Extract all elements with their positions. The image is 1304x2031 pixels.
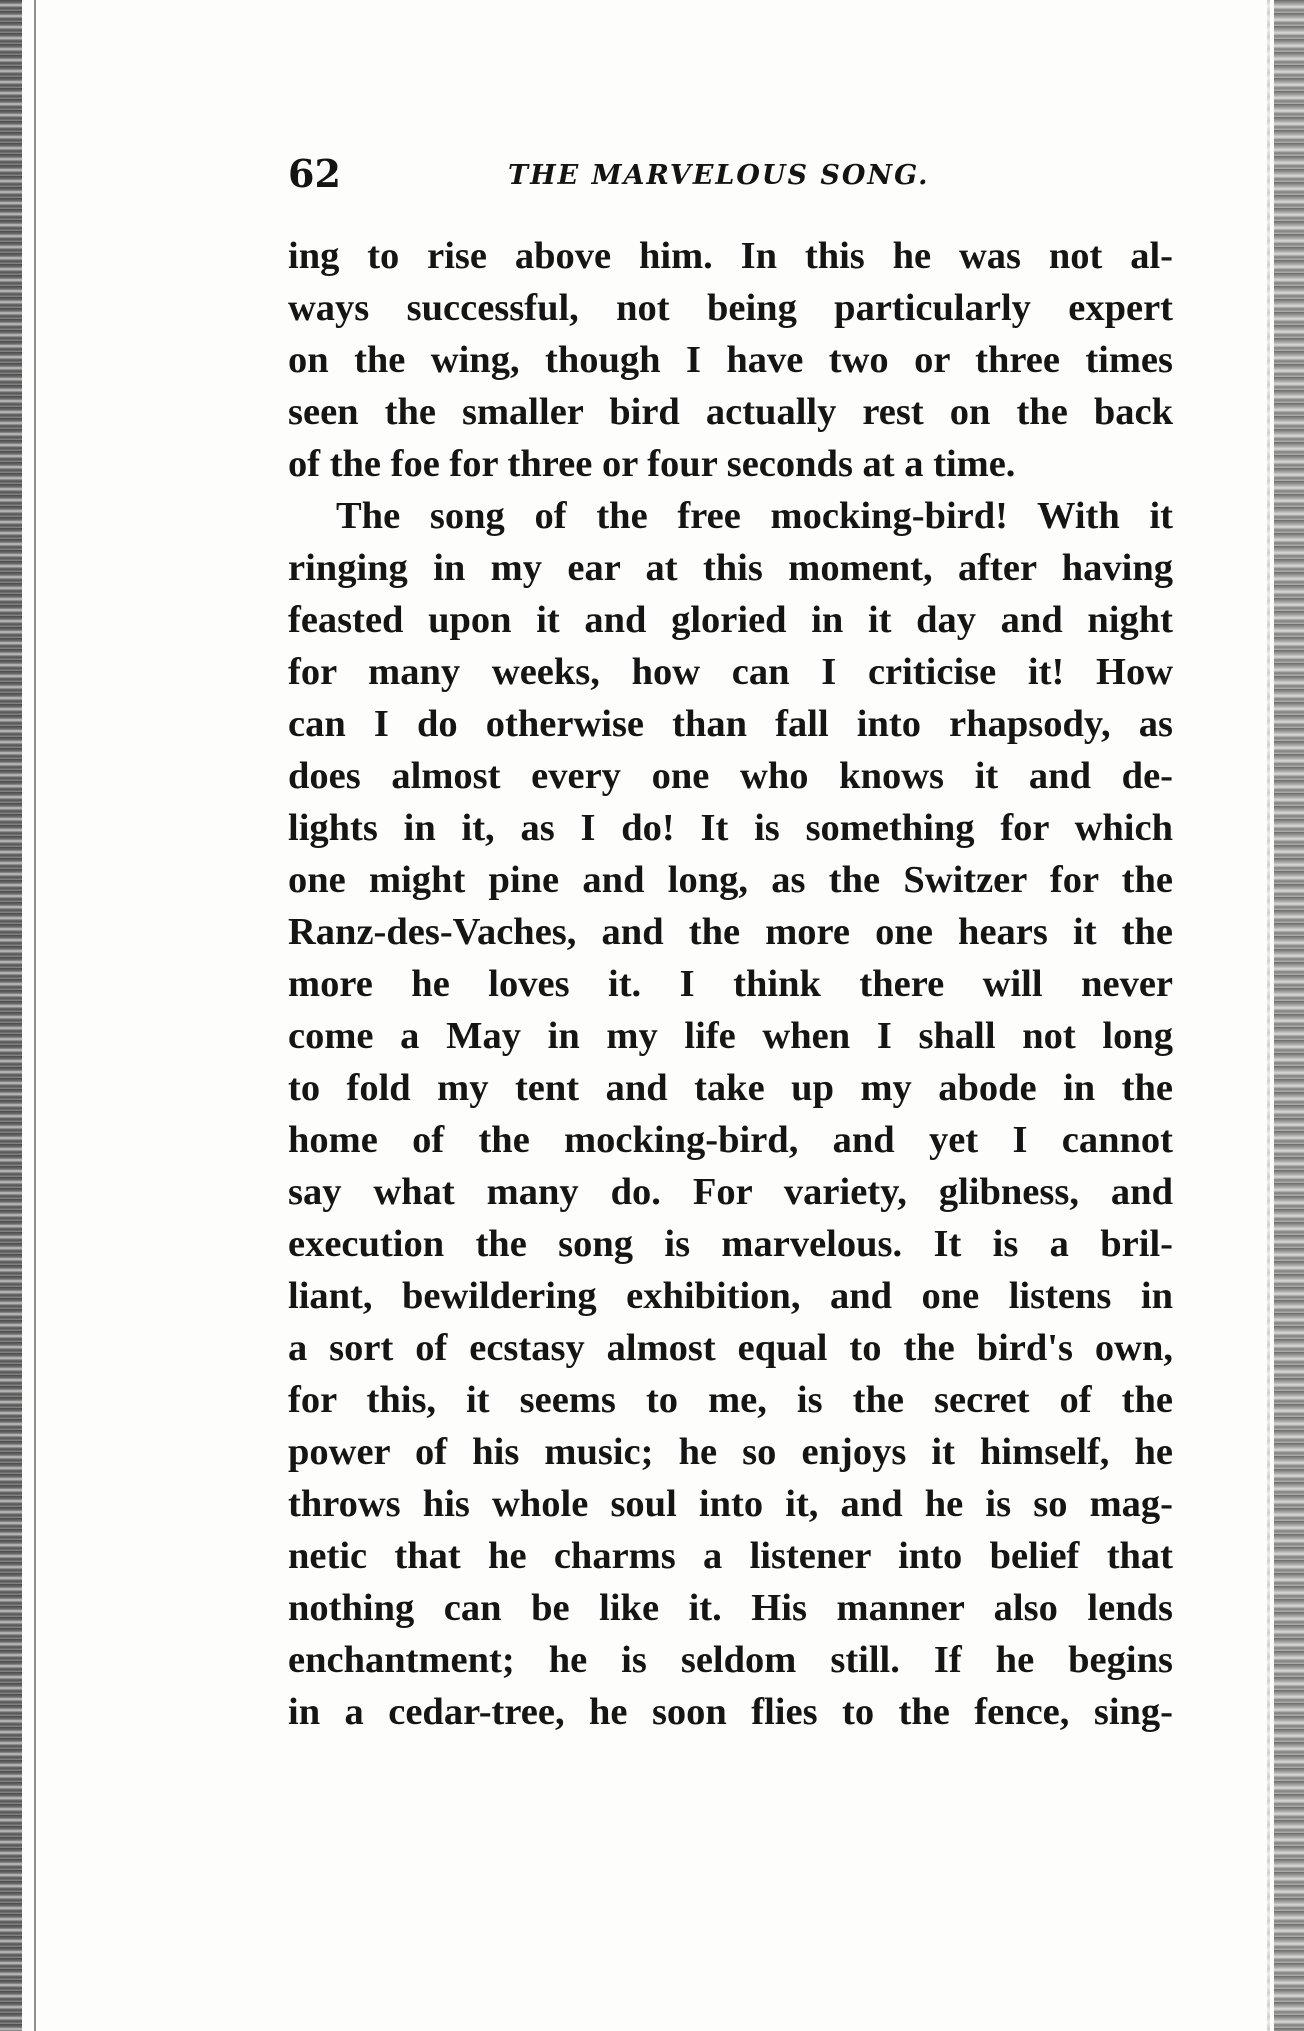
text-line: in a cedar-tree, he soon flies to the fence, sing- xyxy=(288,1691,1173,1733)
text-line: nothing can be like it. His manner also lends xyxy=(288,1587,1173,1629)
text-line: does almost every one who knows it and de- xyxy=(288,755,1173,797)
text-line: can I do otherwise than fall into rhapsody, as xyxy=(288,703,1173,745)
page-edge-left-line xyxy=(34,0,36,2031)
text-line: The song of the free mocking-bird! With it xyxy=(336,495,1173,537)
text-line: for many weeks, how can I criticise it! How xyxy=(288,651,1173,693)
text-line: a sort of ecstasy almost equal to the bird's own, xyxy=(288,1327,1173,1369)
text-line: netic that he charms a listener into belief that xyxy=(288,1535,1173,1577)
text-line: liant, bewildering exhibition, and one listens in xyxy=(288,1275,1173,1317)
text-line: power of his music; he so enjoys it himself, he xyxy=(288,1431,1173,1473)
text-line: more he loves it. I think there will never xyxy=(288,963,1173,1005)
text-line: on the wing, though I have two or three times xyxy=(288,339,1173,381)
text-line: enchantment; he is seldom still. If he begins xyxy=(288,1639,1173,1681)
text-line: ing to rise above him. In this he was not al- xyxy=(288,235,1173,277)
page-number: 62 xyxy=(288,151,341,196)
text-line: ways successful, not being particularly expert xyxy=(288,287,1173,329)
page-edge-left xyxy=(0,0,22,2031)
page-edge-right xyxy=(1274,0,1304,2031)
text-line: of the foe for three or four seconds at a time. xyxy=(288,443,1016,485)
text-line: say what many do. For variety, glibness, and xyxy=(288,1171,1173,1213)
text-line: lights in it, as I do! It is something for which xyxy=(288,807,1173,849)
body-text xyxy=(288,230,1173,1738)
text-line: come a May in my life when I shall not long xyxy=(288,1015,1173,1057)
text-line: for this, it seems to me, is the secret of the xyxy=(288,1379,1173,1421)
text-line: to fold my tent and take up my abode in the xyxy=(288,1067,1173,1109)
page-edge-right-inner xyxy=(1267,0,1270,2031)
text-line: ringing in my ear at this moment, after having xyxy=(288,547,1173,589)
text-line: execution the song is marvelous. It is a bril- xyxy=(288,1223,1173,1265)
text-line: home of the mocking-bird, and yet I cannot xyxy=(288,1119,1173,1161)
text-line: Ranz-des-Vaches, and the more one hears it the xyxy=(288,911,1173,953)
text-line: throws his whole soul into it, and he is so mag- xyxy=(288,1483,1173,1525)
running-head: THE MARVELOUS SONG. xyxy=(508,160,930,191)
page-header xyxy=(288,148,1173,200)
text-line: feasted upon it and gloried in it day and night xyxy=(288,599,1173,641)
text-line: one might pine and long, as the Switzer for the xyxy=(288,859,1173,901)
text-line: seen the smaller bird actually rest on the back xyxy=(288,391,1173,433)
